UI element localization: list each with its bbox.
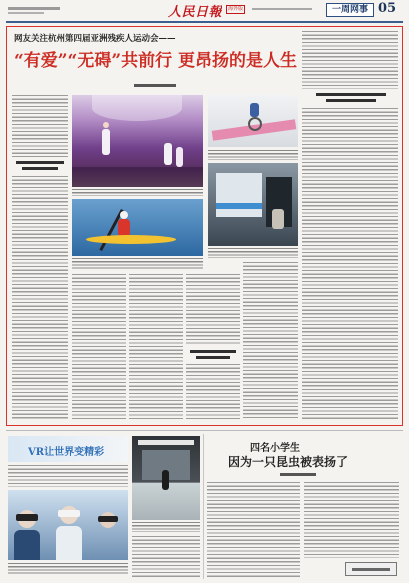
edition-label: 海外版 bbox=[228, 6, 244, 12]
insect-story-headline-line1: 四名小学生 bbox=[250, 443, 300, 454]
lead-body-column-c-1 bbox=[186, 274, 240, 346]
lead-body-column-right-1 bbox=[302, 31, 398, 89]
lower-section-divider bbox=[203, 434, 204, 579]
photo-kayak-athlete bbox=[72, 199, 203, 256]
lead-headline: “有爱”“无碍”共前行 更昂扬的是人生 bbox=[14, 51, 298, 71]
vr-story-body-2 bbox=[132, 536, 200, 578]
masthead-rule bbox=[6, 21, 403, 23]
photo-wheelchair-ramp bbox=[208, 95, 298, 147]
wheelchair-user bbox=[250, 103, 259, 117]
lead-body-column-c-2 bbox=[186, 364, 240, 420]
wheelchair-wheel bbox=[248, 117, 262, 131]
page-number: 05 bbox=[378, 1, 397, 16]
room-visitor bbox=[162, 470, 169, 490]
photo-accessible-vehicle bbox=[208, 163, 298, 246]
performer-figure-2 bbox=[176, 147, 183, 167]
torch-bearer-figure bbox=[102, 129, 110, 155]
date-line bbox=[8, 7, 60, 10]
insect-story-headline-line2: 因为一只昆虫被表扬了 bbox=[228, 455, 349, 469]
vehicle-stripe bbox=[216, 203, 262, 209]
newspaper-logo: 人民日報 bbox=[168, 5, 223, 20]
stage-floor bbox=[72, 167, 203, 187]
section-title: 一周网事 bbox=[326, 3, 374, 17]
insect-story-byline bbox=[280, 473, 316, 476]
photo-immersive-room bbox=[132, 436, 200, 520]
lead-body-column-a bbox=[72, 274, 126, 420]
caption-immersive-room bbox=[132, 522, 200, 532]
stage-light bbox=[92, 95, 182, 121]
lead-subhead-left-2 bbox=[22, 167, 58, 170]
lead-subhead-center-2 bbox=[196, 356, 230, 359]
lead-subhead-right-2 bbox=[326, 99, 376, 102]
insect-story-tag-text bbox=[352, 568, 390, 571]
kayak-boat bbox=[86, 235, 176, 244]
lead-body-column-right-2 bbox=[302, 108, 398, 420]
insect-story-body-column-2 bbox=[304, 482, 399, 558]
lead-byline bbox=[134, 84, 176, 87]
lead-body-column-d bbox=[243, 262, 298, 420]
vr-story-body-1 bbox=[8, 465, 128, 487]
lead-subhead-center-1 bbox=[190, 350, 236, 353]
date-line-2 bbox=[8, 12, 44, 14]
room-sign bbox=[138, 440, 194, 445]
vehicle-panel bbox=[216, 173, 262, 217]
lead-subhead-left-1 bbox=[16, 161, 64, 164]
lower-section-rule bbox=[6, 430, 403, 431]
caption-wheelchair-ramp bbox=[208, 150, 298, 160]
torch-bearer-head bbox=[103, 122, 109, 128]
visitor-body-1 bbox=[14, 530, 40, 560]
vr-goggles-1 bbox=[16, 514, 38, 521]
visitor-body-2 bbox=[56, 526, 82, 560]
lead-kicker: 网友关注杭州第四届亚洲残疾人运动会—— bbox=[14, 34, 176, 44]
caption-kayak-athlete bbox=[72, 258, 203, 270]
performer-figure bbox=[164, 143, 172, 165]
lead-subhead-right-1 bbox=[316, 93, 386, 96]
athlete-head bbox=[120, 211, 128, 219]
insect-story-body-column-1 bbox=[207, 482, 300, 578]
caption-vr-visitors bbox=[8, 563, 128, 576]
lead-body-column-left-1 bbox=[12, 95, 68, 157]
vr-story-headline: VR让世界变精彩 bbox=[28, 447, 105, 458]
photo-opening-ceremony bbox=[72, 95, 203, 187]
masthead-info bbox=[252, 8, 312, 10]
vr-goggles-2 bbox=[58, 510, 80, 517]
lead-body-column-b bbox=[129, 274, 183, 420]
insect-story-tag-box bbox=[345, 562, 397, 576]
passenger-figure bbox=[272, 209, 284, 229]
photo-vr-visitors bbox=[8, 490, 128, 560]
caption-opening-ceremony bbox=[72, 189, 203, 196]
lead-body-column-left-2 bbox=[12, 176, 68, 420]
caption-accessible-vehicle bbox=[208, 248, 298, 258]
vr-goggles-3 bbox=[98, 516, 118, 522]
